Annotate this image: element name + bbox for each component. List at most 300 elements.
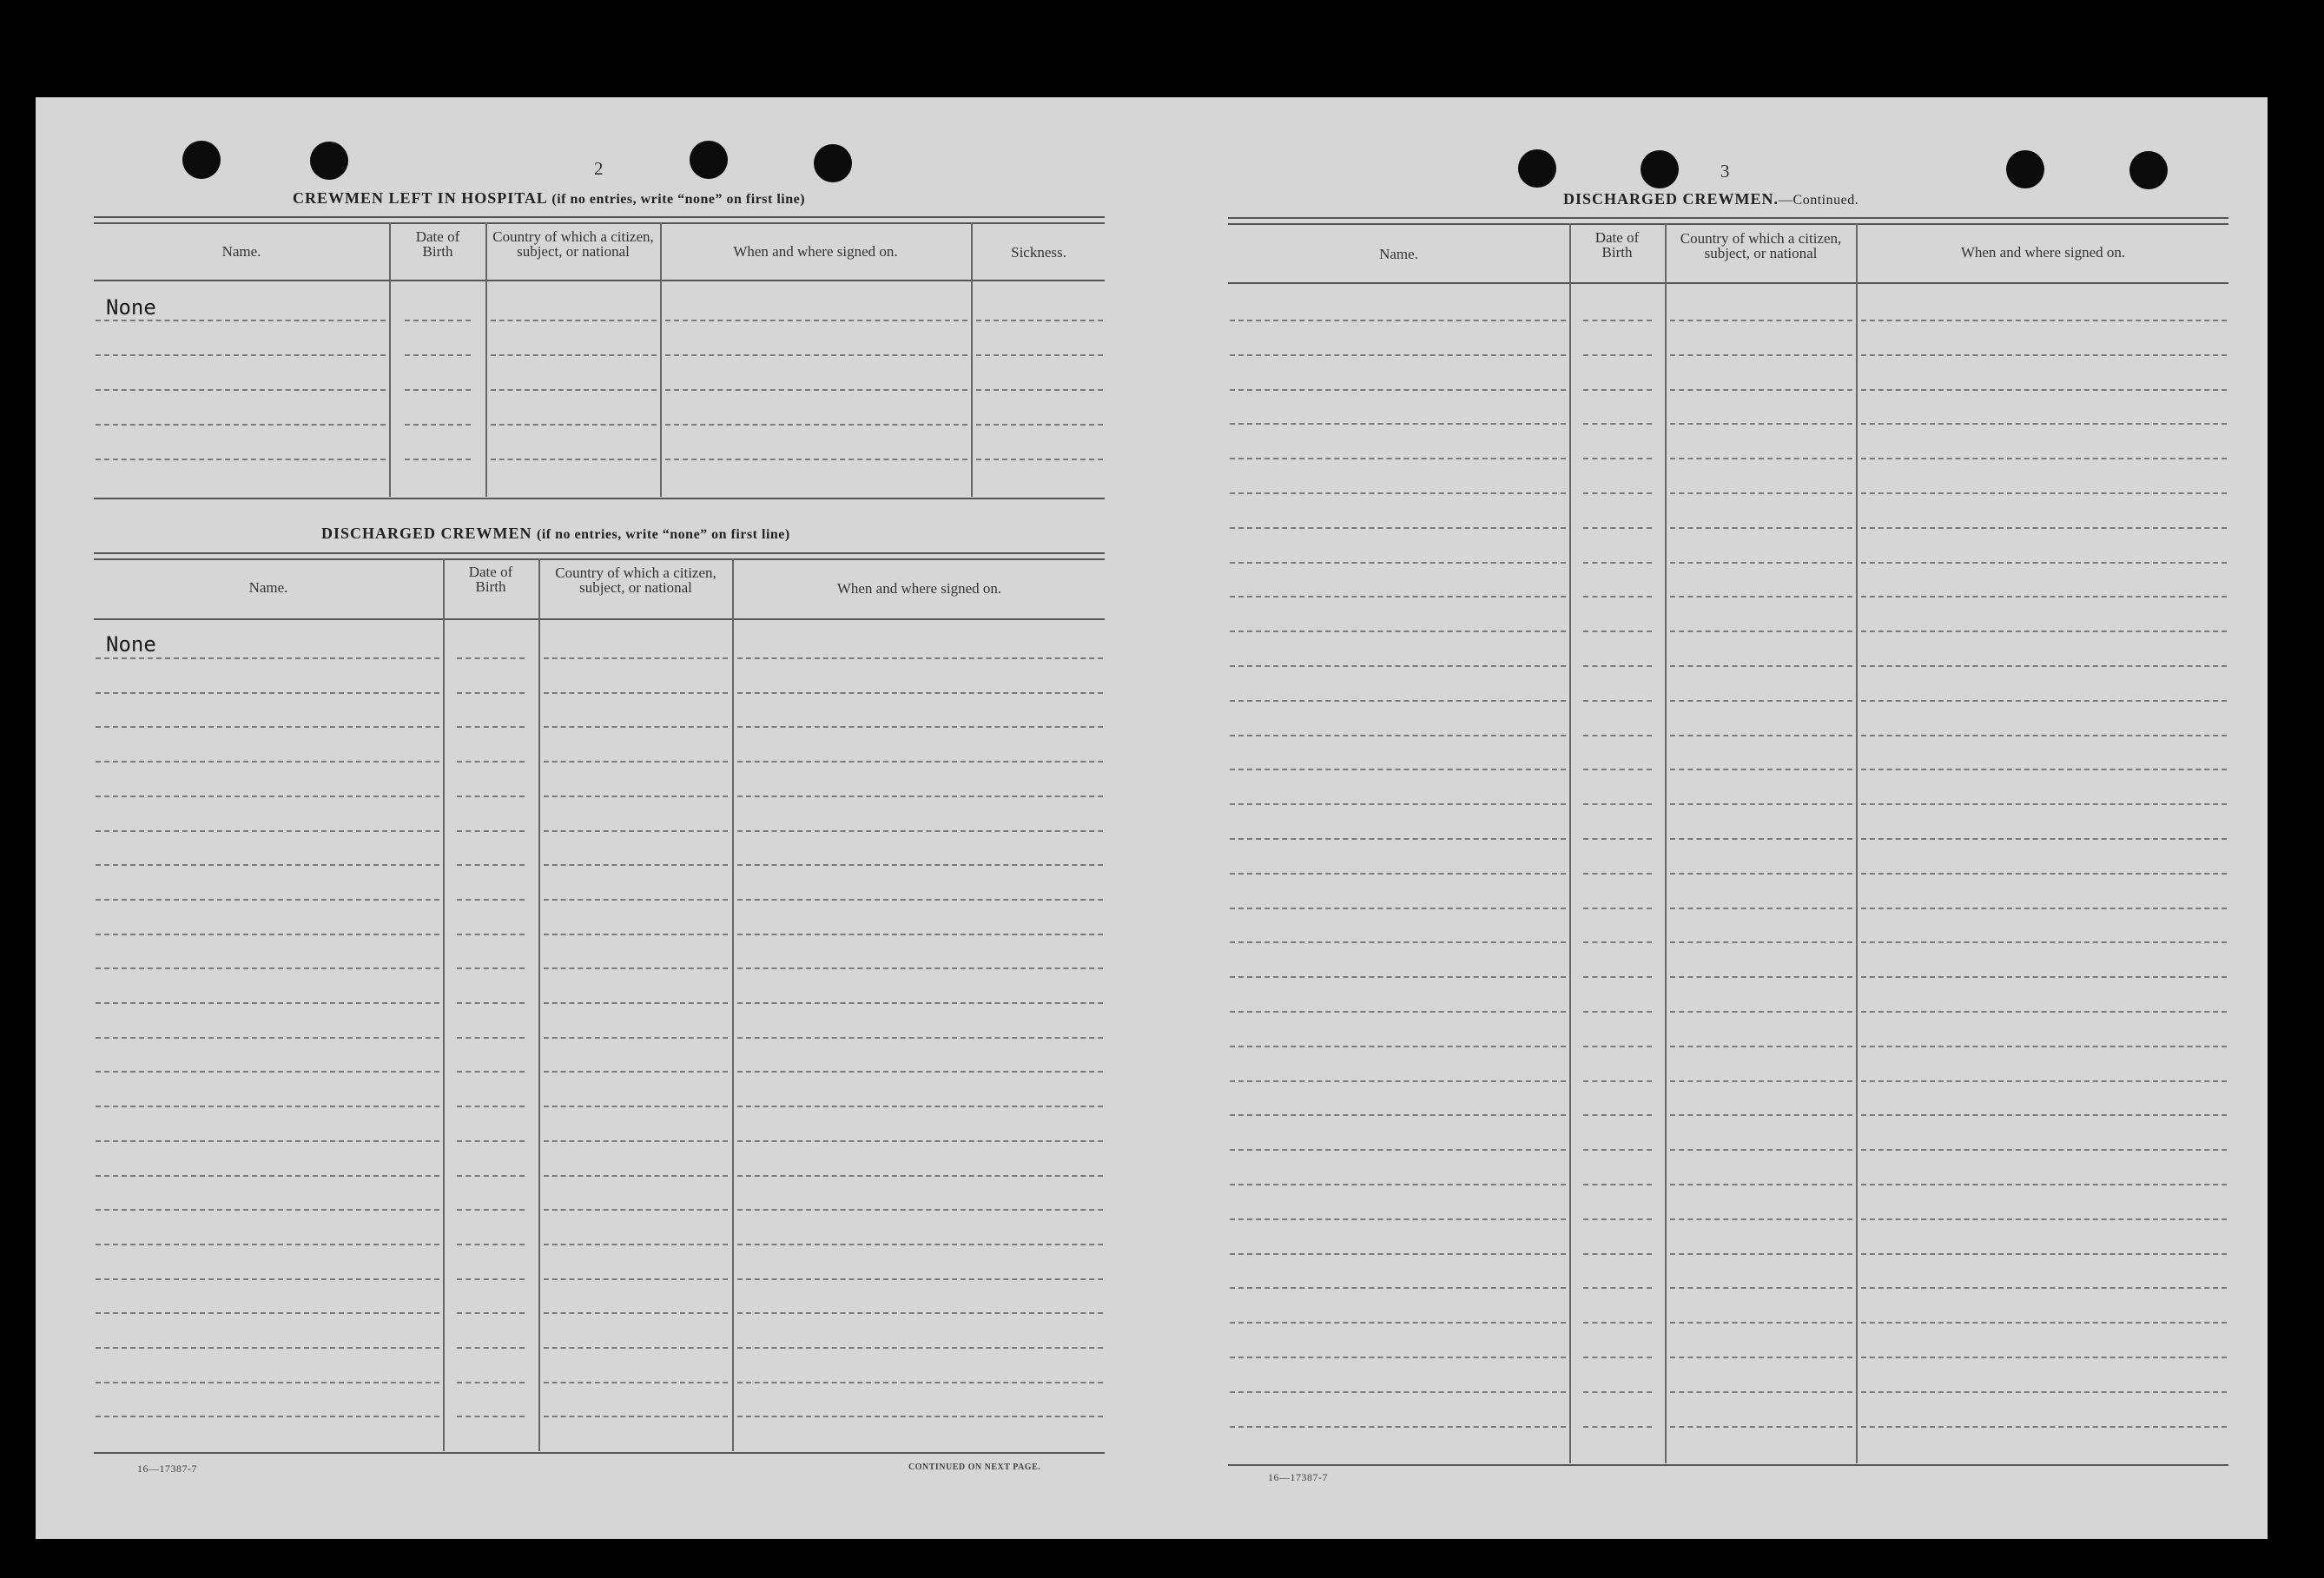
ruled-line — [491, 389, 657, 391]
column-header-signed-on: When and where signed on. — [836, 580, 1002, 597]
ruled-line — [1861, 1184, 2227, 1185]
ruled-line — [1861, 1287, 2227, 1289]
ruled-line — [1861, 492, 2227, 494]
ruled-line — [665, 320, 967, 321]
column-header-name: Name. — [221, 243, 261, 260]
ruled-line — [96, 424, 386, 426]
page-number-right: 3 — [1720, 161, 1730, 182]
ruled-line — [1230, 908, 1566, 909]
form-number-right: 16—17387-7 — [1268, 1471, 1328, 1483]
ruled-line — [544, 1106, 728, 1107]
ruled-line — [96, 796, 439, 797]
ruled-line — [1670, 976, 1852, 978]
ruled-line — [457, 1382, 525, 1383]
ruled-line — [457, 1416, 525, 1417]
ruled-line — [976, 354, 1103, 356]
ruled-line — [1230, 458, 1566, 459]
ruled-line — [457, 934, 525, 935]
ruled-line — [1861, 735, 2227, 736]
ruled-line — [544, 1244, 728, 1245]
ruled-line — [491, 424, 657, 426]
ruled-line — [1583, 1391, 1652, 1393]
ruled-line — [1230, 665, 1566, 667]
ruled-line — [1583, 838, 1652, 840]
ruled-line — [1583, 803, 1652, 805]
ruled-line — [737, 1106, 1103, 1107]
ruled-line — [737, 1382, 1103, 1383]
table-bottom-rule — [94, 498, 1105, 499]
ruled-line — [96, 761, 439, 763]
ruled-line — [1583, 527, 1652, 529]
ruled-line — [1583, 1322, 1652, 1324]
ruled-line — [96, 830, 439, 832]
ruled-line — [544, 796, 728, 797]
ruled-line — [1583, 700, 1652, 702]
ruled-line — [976, 320, 1103, 321]
ruled-line — [544, 967, 728, 969]
ruled-line — [1670, 941, 1852, 943]
continued-note: CONTINUED ON NEXT PAGE. — [908, 1462, 1041, 1472]
ruled-line — [457, 1278, 525, 1280]
ruled-line — [1583, 941, 1652, 943]
ruled-line — [1861, 803, 2227, 805]
right-title-suffix: —Continued. — [1779, 193, 1859, 208]
ruled-line — [96, 354, 386, 356]
ruled-line — [976, 389, 1103, 391]
column-divider — [443, 558, 445, 1451]
ruled-line — [1230, 492, 1566, 494]
ruled-line — [737, 934, 1103, 935]
ruled-line — [1670, 700, 1852, 702]
ruled-line — [1670, 803, 1852, 805]
ruled-line — [457, 830, 525, 832]
ruled-line — [1861, 1426, 2227, 1428]
table-bottom-rule — [1228, 1464, 2228, 1466]
ruled-line — [457, 967, 525, 969]
ruled-line — [1583, 458, 1652, 459]
ruled-line — [96, 1037, 439, 1039]
ruled-line — [1230, 1080, 1566, 1082]
ruled-line — [1583, 596, 1652, 598]
column-header-date-of-birth: Date of Birth — [1594, 229, 1640, 261]
ruled-line — [1583, 389, 1652, 391]
ruled-line — [1670, 838, 1852, 840]
ruled-line — [1670, 1426, 1852, 1428]
ruled-line — [96, 1140, 439, 1142]
ruled-line — [1861, 631, 2227, 632]
ruled-line — [1670, 562, 1852, 564]
ruled-line — [96, 692, 439, 694]
ruled-line — [457, 1002, 525, 1004]
ruled-line — [405, 389, 471, 391]
ruled-line — [737, 761, 1103, 763]
ruled-line — [96, 1244, 439, 1245]
ruled-line — [1670, 458, 1852, 459]
ruled-line — [1861, 838, 2227, 840]
ruled-line — [96, 1347, 439, 1349]
ruled-line — [737, 657, 1103, 659]
ruled-line — [1583, 1046, 1652, 1047]
column-divider — [1665, 223, 1667, 1463]
ruled-line — [1670, 1149, 1852, 1151]
ruled-line — [1670, 1218, 1852, 1220]
ruled-line — [491, 459, 657, 460]
ruled-line — [1670, 873, 1852, 875]
column-header-name: Name. — [1379, 246, 1418, 262]
ruled-line — [1583, 320, 1652, 321]
ruled-line — [737, 1347, 1103, 1349]
ruled-line — [405, 459, 471, 460]
discharged-title-text: DISCHARGED CREWMEN — [321, 525, 532, 542]
column-divider — [389, 222, 391, 497]
ruled-line — [544, 934, 728, 935]
ruled-line — [1670, 1391, 1852, 1393]
punch-hole — [1518, 149, 1556, 188]
ruled-line — [1670, 1114, 1852, 1116]
ruled-line — [544, 1002, 728, 1004]
ruled-line — [1670, 596, 1852, 598]
ruled-line — [1861, 389, 2227, 391]
ruled-line — [1230, 1149, 1566, 1151]
ruled-line — [1583, 1218, 1652, 1220]
header-bottom-rule — [94, 280, 1105, 281]
punch-hole — [2129, 151, 2168, 189]
ruled-line — [737, 1175, 1103, 1177]
ruled-line — [665, 389, 967, 391]
ruled-line — [1861, 562, 2227, 564]
hospital-section-title — [293, 189, 805, 208]
ruled-line — [665, 354, 967, 356]
ruled-line — [1670, 1011, 1852, 1013]
ruled-line — [457, 899, 525, 901]
ruled-line — [1583, 1011, 1652, 1013]
ruled-line — [96, 1209, 439, 1211]
ruled-line — [96, 1071, 439, 1073]
ruled-line — [1861, 941, 2227, 943]
ruled-line — [96, 389, 386, 391]
ruled-line — [1583, 908, 1652, 909]
ruled-line — [1230, 735, 1566, 736]
ruled-line — [1670, 1287, 1852, 1289]
header-bottom-rule — [1228, 282, 2228, 284]
ruled-line — [737, 1071, 1103, 1073]
discharged-entry-none: None — [106, 632, 156, 657]
ruled-line — [1861, 458, 2227, 459]
ruled-line — [491, 320, 657, 321]
hospital-title-text: CREWMEN LEFT IN HOSPITAL — [293, 189, 547, 207]
ruled-line — [1670, 1046, 1852, 1047]
ruled-line — [1670, 354, 1852, 356]
column-header-country: Country of which a citizen, subject, or national — [492, 228, 654, 260]
ruled-line — [544, 1416, 728, 1417]
ruled-line — [737, 796, 1103, 797]
ruled-line — [96, 1382, 439, 1383]
column-header-sickness: Sickness. — [1011, 244, 1066, 261]
ruled-line — [1230, 873, 1566, 875]
ruled-line — [457, 761, 525, 763]
ruled-line — [1670, 1357, 1852, 1358]
ruled-line — [1230, 527, 1566, 529]
ruled-line — [544, 864, 728, 866]
ruled-line — [1670, 665, 1852, 667]
ruled-line — [1670, 1184, 1852, 1185]
ruled-line — [1230, 769, 1566, 770]
ruled-line — [1583, 1184, 1652, 1185]
ruled-line — [96, 1278, 439, 1280]
ruled-line — [457, 796, 525, 797]
ruled-line — [1583, 354, 1652, 356]
ruled-line — [737, 864, 1103, 866]
ruled-line — [737, 1278, 1103, 1280]
ruled-line — [1861, 596, 2227, 598]
ruled-line — [1861, 665, 2227, 667]
discharged-instruction: (if no entries, write “none” on first line) — [537, 527, 790, 542]
ruled-line — [96, 1416, 439, 1417]
ruled-line — [1861, 700, 2227, 702]
ruled-line — [96, 1106, 439, 1107]
ruled-line — [405, 354, 471, 356]
column-header-signed-on: When and where signed on. — [733, 243, 898, 260]
ruled-line — [544, 1382, 728, 1383]
ruled-line — [457, 1037, 525, 1039]
column-divider — [538, 558, 540, 1451]
ruled-line — [457, 1312, 525, 1314]
ruled-line — [1230, 838, 1566, 840]
ruled-line — [1583, 769, 1652, 770]
column-divider — [732, 558, 734, 1451]
ruled-line — [1583, 735, 1652, 736]
ruled-line — [1861, 1046, 2227, 1047]
ruled-line — [96, 1002, 439, 1004]
ruled-line — [544, 1312, 728, 1314]
column-divider — [660, 222, 662, 497]
column-divider — [485, 222, 487, 497]
ruled-line — [96, 1175, 439, 1177]
ruled-line — [737, 1209, 1103, 1211]
ruled-line — [1861, 1149, 2227, 1151]
ruled-line — [1670, 631, 1852, 632]
ruled-line — [1583, 1114, 1652, 1116]
hospital-entry-none: None — [106, 295, 156, 320]
discharged-section-title — [321, 525, 790, 543]
ruled-line — [1230, 423, 1566, 425]
punch-hole — [690, 141, 728, 179]
ruled-line — [1230, 976, 1566, 978]
ruled-line — [457, 1140, 525, 1142]
ruled-line — [1861, 423, 2227, 425]
punch-hole — [814, 144, 852, 182]
ruled-line — [544, 899, 728, 901]
ruled-line — [1670, 1080, 1852, 1082]
ruled-line — [1861, 354, 2227, 356]
ruled-line — [457, 1347, 525, 1349]
ruled-line — [1230, 1218, 1566, 1220]
ruled-line — [544, 1209, 728, 1211]
right-section-title — [1563, 190, 1859, 208]
ruled-line — [976, 459, 1103, 460]
ruled-line — [1583, 665, 1652, 667]
ruled-line — [737, 830, 1103, 832]
ruled-line — [1583, 1287, 1652, 1289]
ruled-line — [96, 657, 439, 659]
ruled-line — [1670, 492, 1852, 494]
ruled-line — [1583, 631, 1652, 632]
hospital-instruction: (if no entries, write “none” on first line) — [551, 192, 806, 207]
ruled-line — [544, 1140, 728, 1142]
ruled-line — [1861, 976, 2227, 978]
ruled-line — [544, 830, 728, 832]
ruled-line — [544, 692, 728, 694]
column-divider — [971, 222, 973, 497]
ruled-line — [457, 1106, 525, 1107]
ruled-line — [976, 424, 1103, 426]
ruled-line — [1230, 700, 1566, 702]
column-header-country: Country of which a citizen, subject, or national — [1680, 230, 1842, 261]
ruled-line — [1861, 769, 2227, 770]
ruled-line — [96, 1312, 439, 1314]
ruled-line — [1861, 1080, 2227, 1082]
ruled-line — [1583, 1357, 1652, 1358]
ruled-line — [1230, 1011, 1566, 1013]
ruled-line — [1230, 1184, 1566, 1185]
ruled-line — [1670, 908, 1852, 909]
ruled-line — [457, 1209, 525, 1211]
ruled-line — [457, 657, 525, 659]
ruled-line — [737, 1416, 1103, 1417]
ruled-line — [1861, 873, 2227, 875]
ruled-line — [544, 1278, 728, 1280]
ruled-line — [457, 864, 525, 866]
ruled-line — [1230, 320, 1566, 321]
ruled-line — [405, 320, 471, 321]
ruled-line — [1230, 389, 1566, 391]
ruled-line — [457, 692, 525, 694]
ruled-line — [457, 726, 525, 728]
ruled-line — [96, 967, 439, 969]
ruled-line — [1230, 1426, 1566, 1428]
ruled-line — [665, 459, 967, 460]
punch-hole — [182, 141, 221, 179]
ruled-line — [1230, 1322, 1566, 1324]
ruled-line — [457, 1244, 525, 1245]
ruled-line — [544, 1037, 728, 1039]
ruled-line — [1230, 631, 1566, 632]
ruled-line — [96, 726, 439, 728]
ruled-line — [1230, 1253, 1566, 1255]
ruled-line — [737, 692, 1103, 694]
ruled-line — [1670, 769, 1852, 770]
form-number-left: 16—17387-7 — [137, 1462, 197, 1475]
column-header-date-of-birth: Date of Birth — [468, 564, 513, 595]
right-title-text: DISCHARGED CREWMEN. — [1563, 190, 1779, 208]
ruled-line — [1670, 1253, 1852, 1255]
ruled-line — [405, 424, 471, 426]
table-top-rule — [94, 216, 1105, 224]
ruled-line — [544, 761, 728, 763]
table-bottom-rule — [94, 1452, 1105, 1454]
ruled-line — [96, 899, 439, 901]
ruled-line — [544, 657, 728, 659]
ruled-line — [544, 1347, 728, 1349]
ruled-line — [737, 1002, 1103, 1004]
header-bottom-rule — [94, 618, 1105, 620]
ruled-line — [1861, 320, 2227, 321]
ruled-line — [1670, 735, 1852, 736]
page-number-left: 2 — [594, 158, 604, 179]
ruled-line — [1583, 976, 1652, 978]
column-header-country: Country of which a citizen, subject, or national — [555, 565, 716, 596]
ruled-line — [96, 459, 386, 460]
punch-hole — [1641, 150, 1679, 188]
punch-hole — [2006, 150, 2044, 188]
ruled-line — [1230, 803, 1566, 805]
ruled-line — [1230, 1114, 1566, 1116]
ruled-line — [1861, 1114, 2227, 1116]
ruled-line — [1861, 1253, 2227, 1255]
ruled-line — [1583, 492, 1652, 494]
ruled-line — [737, 899, 1103, 901]
column-header-date-of-birth: Date of Birth — [415, 228, 460, 260]
column-divider — [1856, 223, 1858, 1463]
ruled-line — [737, 726, 1103, 728]
punch-hole — [310, 142, 348, 180]
ruled-line — [1583, 1253, 1652, 1255]
ruled-line — [1230, 1046, 1566, 1047]
ruled-line — [1230, 1391, 1566, 1393]
ruled-line — [96, 934, 439, 935]
ruled-line — [1583, 1149, 1652, 1151]
ruled-line — [1230, 941, 1566, 943]
ruled-line — [1861, 908, 2227, 909]
ruled-line — [665, 424, 967, 426]
ruled-line — [1670, 389, 1852, 391]
ruled-line — [1670, 1322, 1852, 1324]
ruled-line — [1861, 1391, 2227, 1393]
ruled-line — [1861, 1322, 2227, 1324]
ruled-line — [737, 1312, 1103, 1314]
table-top-rule — [94, 552, 1105, 560]
ruled-line — [1670, 320, 1852, 321]
ruled-line — [1583, 1080, 1652, 1082]
ruled-line — [737, 1140, 1103, 1142]
ruled-line — [1583, 873, 1652, 875]
ruled-line — [737, 1037, 1103, 1039]
ruled-line — [1230, 1287, 1566, 1289]
ruled-line — [1670, 527, 1852, 529]
column-header-signed-on: When and where signed on. — [1960, 244, 2126, 261]
ruled-line — [737, 967, 1103, 969]
column-header-name: Name. — [248, 579, 288, 596]
ruled-line — [491, 354, 657, 356]
ruled-line — [1230, 562, 1566, 564]
ruled-line — [1861, 1357, 2227, 1358]
table-top-rule — [1228, 217, 2228, 225]
ruled-line — [1230, 1357, 1566, 1358]
ruled-line — [1861, 527, 2227, 529]
column-divider — [1569, 223, 1571, 1463]
ruled-line — [1583, 423, 1652, 425]
ruled-line — [544, 1175, 728, 1177]
ruled-line — [1861, 1218, 2227, 1220]
ruled-line — [457, 1175, 525, 1177]
ruled-line — [1861, 1011, 2227, 1013]
ruled-line — [96, 864, 439, 866]
ruled-line — [1670, 423, 1852, 425]
ruled-line — [1583, 1426, 1652, 1428]
ruled-line — [544, 726, 728, 728]
ruled-line — [1230, 596, 1566, 598]
ruled-line — [544, 1071, 728, 1073]
